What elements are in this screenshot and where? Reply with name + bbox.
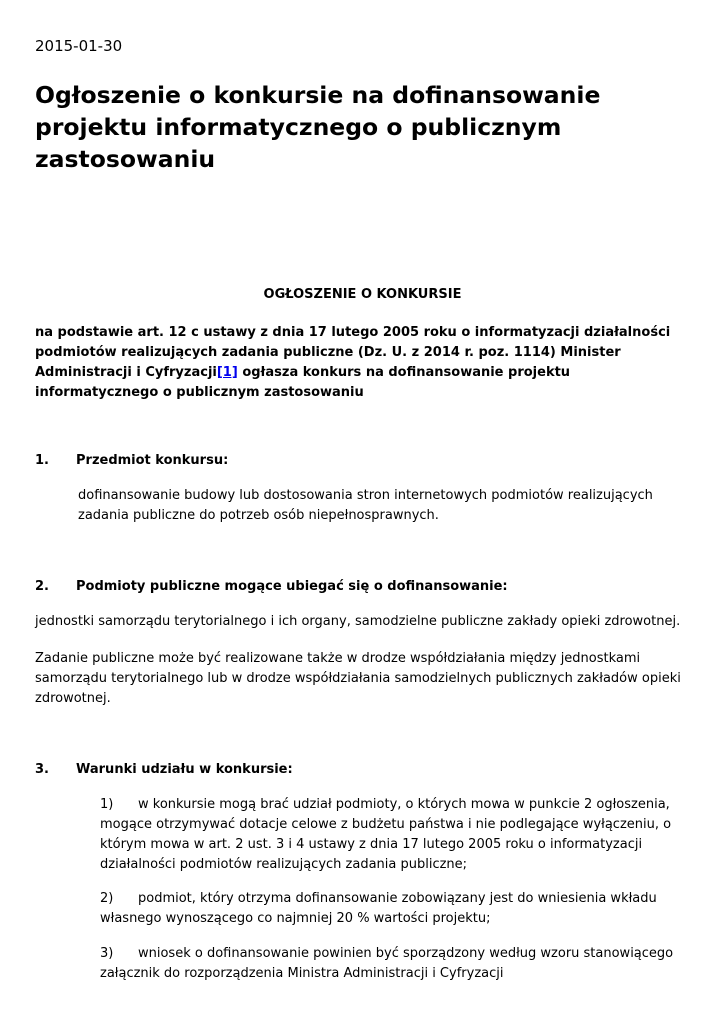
- footnote-link[interactable]: [1]: [216, 365, 238, 380]
- publication-date: 2015-01-30: [35, 37, 123, 55]
- intro-text-after-link: ogłasza konkurs na dofinansowanie projektu informatycznego o publicznym zastosowaniu: [35, 365, 571, 400]
- section-number: 2.: [35, 579, 49, 594]
- section-title: Warunki udziału w konkursie:: [76, 762, 293, 777]
- intro-text-before-link: na podstawie art. 12 c ustawy z dnia 17 lutego 2005 roku o informatyzacji działalności podmiotów realizujących zadania publiczne (Dz. U. z 2014 r. poz. 1114) Minister Administracji i Cyfryzacji: [35, 325, 671, 380]
- list-item-number: 2): [100, 891, 114, 906]
- section-2-paragraph-2: Zadanie publiczne może być realizowane także w drodze współdziałania między jednostkami samorządu terytorialnego lub w drodze współdziałania samodzielnych publicznych zakładów opieki zdrowotnej.: [35, 651, 681, 706]
- section-title: Przedmiot konkursu:: [76, 453, 229, 468]
- list-item: [100, 889, 700, 929]
- page-title: Ogłoszenie o konkursie na dofinansowanie projektu informatycznego o publicznym zastosowaniu: [35, 81, 601, 173]
- section-heading-2: [35, 579, 508, 595]
- list-item-text: w konkursie mogą brać udział podmioty, o których mowa w punkcie 2 ogłoszenia, mogące otrzymywać dotacje celowe z budżetu państwa i nie podlegające wyłączeniu, o którym mowa w art. 2 ust. 3 i 4 ustawy z dnia 17 lutego 2005 roku o informatyzacji działalności podmiotów realizujących zadania publiczne;: [100, 797, 672, 872]
- list-item: [100, 944, 700, 984]
- list-item: [100, 795, 700, 875]
- section-1-text: dofinansowanie budowy lub dostosowania stron internetowych podmiotów realizujących zadania publiczne do potrzeb osób niepełnosprawnych.: [78, 488, 653, 523]
- section-title: Podmioty publiczne mogące ubiegać się o dofinansowanie:: [76, 579, 508, 594]
- section-heading-3: [35, 762, 293, 778]
- section-heading-1: [35, 453, 228, 469]
- list-item-text: wniosek o dofinansowanie powinien być sporządzony według wzoru stanowiącego załącznik do rozporządzenia Ministra Administracji i Cyfryzacji: [100, 946, 674, 981]
- list-item-number: 1): [100, 797, 114, 812]
- list-item-number: 3): [100, 946, 114, 961]
- section-number: 1.: [35, 453, 49, 468]
- announcement-heading: OGŁOSZENIE O KONKURSIE: [263, 287, 462, 302]
- intro-paragraph: [35, 323, 695, 403]
- section-number: 3.: [35, 762, 49, 777]
- list-item-text: podmiot, który otrzyma dofinansowanie zobowiązany jest do wniesienia wkładu własnego wynoszącego co najmniej 20 % wartości projektu;: [100, 891, 657, 926]
- section-2-paragraph-1: jednostki samorządu terytorialnego i ich organy, samodzielne publiczne zakłady opieki zdrowotnej.: [35, 614, 681, 629]
